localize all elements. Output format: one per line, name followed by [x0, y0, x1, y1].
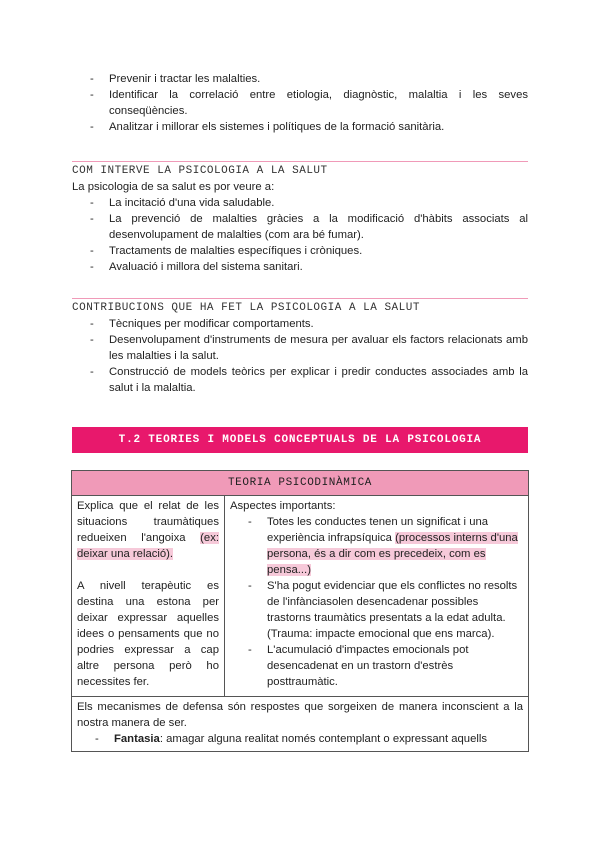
highlight: (ex: deixar una relació). — [77, 532, 219, 560]
left-cell — [72, 496, 225, 697]
list-item: - Tècniques per modificar comportaments. — [72, 316, 528, 332]
list-item: - Prevenir i tractar les malalties. — [72, 71, 528, 87]
defense-list — [77, 731, 523, 747]
highlight: (processos interns d'una persona, és a dir com es precedeix, com es pensa...) — [267, 532, 518, 576]
bottom-intro: Els mecanismes de defensa són respostes que sorgeixen de manera inconscient a la nostra manera de ser. — [77, 701, 523, 729]
left-paragraph: A nivell terapèutic es destina una estona per deixar expressar aquelles idees o pensaments que no podries expressar a cap altre persona però ho necessites fer. — [77, 580, 219, 688]
bottom-cell — [72, 697, 529, 752]
theory-table — [71, 470, 529, 752]
list-item: - Identificar la correlació entre etiologia, diagnòstic, malaltia i les seves conseqüències. — [72, 87, 528, 119]
left-text: Explica que el relat de les situacions traumàtiques redueixen l'angoixa — [77, 500, 219, 544]
table-title: TEORIA PSICODINÀMICA — [72, 471, 529, 496]
section-list — [72, 316, 528, 396]
section-intro: La psicologia de sa salut es por veure a: — [72, 181, 275, 193]
list-item: - La incitació d'una vida saludable. — [72, 195, 528, 211]
list-item: - Analitzar i millorar els sistemes i polítiques de la formació sanitària. — [72, 119, 528, 135]
list-item: - Tractaments de malalties específiques i cròniques. — [72, 243, 528, 259]
list-item — [77, 731, 523, 747]
left-paragraph — [77, 498, 219, 562]
section-list — [72, 195, 528, 275]
section-contributions — [72, 298, 528, 396]
list-item — [230, 514, 519, 578]
section-health-intervention — [72, 161, 528, 275]
chapter-banner: T.2 TEORIES I MODELS CONCEPTUALS DE LA PSICOLOGIA — [72, 427, 528, 453]
list-item: - Desenvolupament d'instruments de mesura per avaluar els factors relacionats amb les malalties i la salut. — [72, 332, 528, 364]
section-heading: COM INTERVE LA PSICOLOGIA A LA SALUT — [72, 161, 528, 179]
section-heading: CONTRIBUCIONS QUE HA FET LA PSICOLOGIA A LA SALUT — [72, 298, 528, 316]
right-title: Aspectes importants: — [230, 500, 336, 512]
term: Fantasia — [114, 733, 160, 745]
list-item: - Avaluació i millora del sistema sanitari. — [72, 259, 528, 275]
item-text: Totes les conductes tenen un significat i una experiència infrapsíquica — [267, 516, 489, 544]
intro-list — [72, 71, 528, 135]
definition: : amagar alguna realitat només contemplant o expressant aquells — [159, 733, 488, 745]
list-item: - L'acumulació d'impactes emocionals pot desencadenat en un trastorn d'estrès posttraumàtic. — [230, 642, 519, 690]
right-cell — [225, 496, 529, 697]
list-item: - S'ha pogut evidenciar que els conflictes no resolts de l'infànciasolen desencadenar possibles trastorns traumàtics presentats a la edat adulta. (Trauma: impacte emocional que ens marca). — [230, 578, 519, 642]
list-item: - Construcció de models teòrics per explicar i predir conductes associades amb la salut i la malaltia. — [72, 364, 528, 396]
aspects-list — [230, 514, 523, 690]
list-item: - La prevenció de malalties gràcies a la modificació d'hàbits associats al desenvolupament de malalties (com ara bé fumar). — [72, 211, 528, 243]
